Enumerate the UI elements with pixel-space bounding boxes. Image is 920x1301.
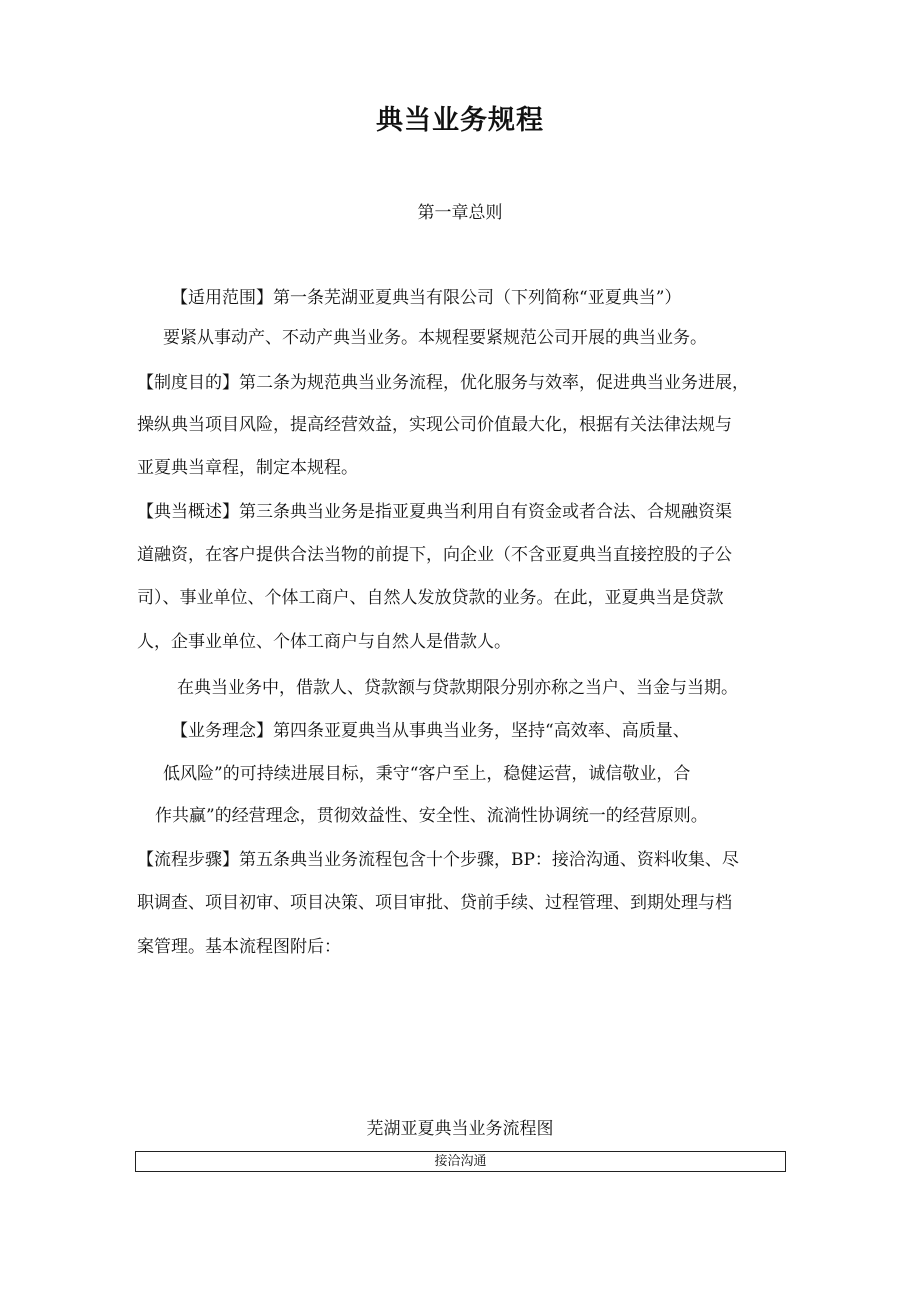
paragraph-line: 【适用范围】第一条芜湖亚夏典当有限公司（下列简称“亚夏典当”） — [171, 288, 682, 308]
paragraph-line: 要紧从事动产、不动产典当业务。本规程要紧规范公司开展的典当业务。 — [163, 328, 707, 348]
paragraph-line: 低风险”的可持续进展目标，秉守“客户至上，稳健运营，诚信敬业，合 — [163, 764, 691, 784]
paragraph-line: 司）、事业单位、个体工商户、自然人发放贷款的业务。在此，亚夏典当是贷款 — [137, 588, 724, 608]
paragraph-line: 作共赢”的经营理念，贯彻效益性、安全性、流淌性协调统一的经营原则。 — [155, 806, 708, 826]
paragraph-line: 【业务理念】第四条亚夏典当从事典当业务，坚持“高效率、高质量、 — [171, 721, 690, 741]
paragraph-line: 亚夏典当章程，制定本规程。 — [137, 458, 358, 478]
chapter-heading: 第一章总则 — [417, 203, 503, 223]
paragraph-line: 人，企事业单位、个体工商户与自然人是借款人。 — [137, 632, 511, 652]
paragraph-line: 案管理。基本流程图附后： — [137, 937, 341, 957]
paragraph-line: 【典当概述】第三条典当业务是指亚夏典当利用自有资金或者合法、合规融资渠 — [137, 502, 732, 522]
paragraph-line: 操纵典当项目风险，提高经营效益，实现公司价值最大化，根据有关法律法规与 — [137, 415, 732, 435]
paragraph-line: 【流程步骤】第五条典当业务流程包含十个步骤，BP：接洽沟通、资料收集、尽 — [137, 850, 739, 870]
document-title: 典当业务规程 — [376, 105, 544, 136]
paragraph-line: 在典当业务中，借款人、贷款额与贷款期限分别亦称之当户、当金与当期。 — [177, 678, 738, 698]
paragraph-line: 道融资，在客户提供合法当物的前提下，向企业（不含亚夏典当直接控股的子公 — [137, 545, 732, 565]
flowchart-title: 芜湖亚夏典当业务流程图 — [366, 1119, 554, 1139]
flowchart-step-box: 接洽沟通 — [135, 1151, 786, 1172]
paragraph-line: 职调查、项目初审、项目决策、项目审批、贷前手续、过程管理、到期处理与档 — [137, 893, 732, 913]
paragraph-line: 【制度目的】第二条为规范典当业务流程，优化服务与效率，促进典当业务进展， — [137, 373, 749, 393]
